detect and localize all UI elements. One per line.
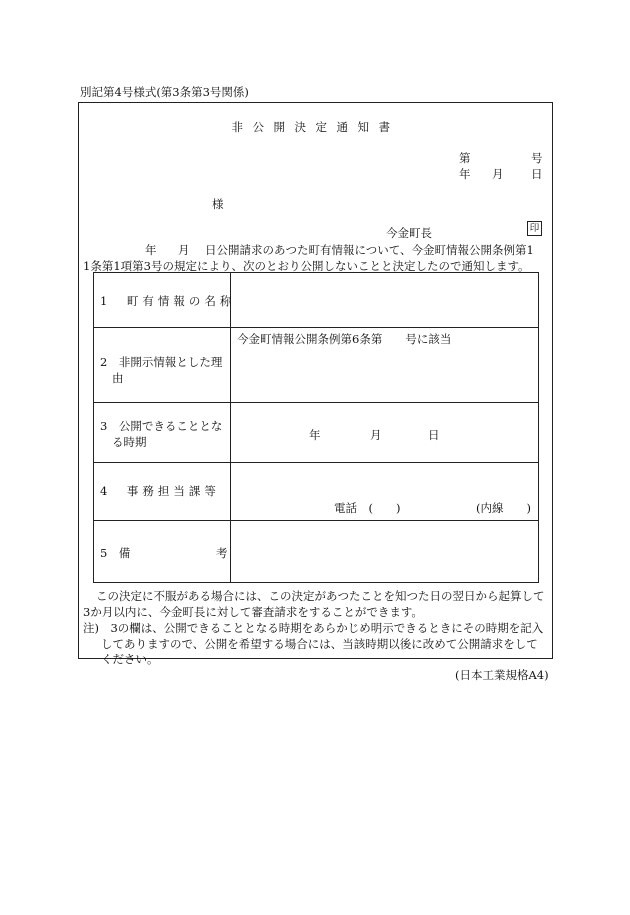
doc-number-suffix: 号 bbox=[531, 151, 543, 165]
date-month: 月 bbox=[492, 167, 504, 181]
doc-number-prefix: 第 bbox=[459, 151, 471, 165]
intro-line-1: 日公開請求のあつた町有情報について、今金町情報公開条例第1 bbox=[205, 243, 534, 257]
table-row bbox=[94, 463, 539, 521]
row1-label: 1 町有情報の名称 bbox=[100, 294, 236, 308]
notice-line-1: この決定に不服がある場合には、この決定があつたことを知つた日の翌日から起算して bbox=[96, 589, 545, 603]
note-line-3: ください。 bbox=[101, 652, 159, 666]
row3-label-cell bbox=[94, 403, 231, 463]
table-row bbox=[94, 403, 539, 463]
row2-label-line2: 由 bbox=[112, 371, 124, 385]
row2-label-cell bbox=[94, 328, 231, 403]
recipient-honorific: 様 bbox=[212, 197, 224, 211]
date-year: 年 bbox=[459, 167, 471, 181]
note-line-2: してありますので、公開を希望する場合には、当該時期以後に改めて公開請求をして bbox=[101, 637, 538, 651]
document-title: 非公開決定通知書 bbox=[231, 120, 400, 134]
row1-label-cell bbox=[94, 273, 236, 328]
row3-year: 年 bbox=[309, 428, 321, 442]
row5-label-num: 5 備 bbox=[100, 546, 131, 560]
row4-value-cell[interactable] bbox=[231, 463, 539, 521]
intro-year: 年 bbox=[145, 243, 157, 257]
row4-label-cell bbox=[94, 463, 231, 521]
paper-size-label: (日本工業規格A4) bbox=[455, 668, 549, 682]
table-row bbox=[94, 328, 539, 403]
row2-label-line1: 2 非開示情報とした理 bbox=[100, 355, 223, 369]
intro-month: 月 bbox=[178, 243, 190, 257]
row4-label: 4 事務担当課等 bbox=[100, 484, 220, 498]
seal-mark: 印 bbox=[527, 221, 542, 236]
row3-day: 日 bbox=[428, 428, 440, 442]
date-day: 日 bbox=[531, 167, 543, 181]
issuer-name: 今金町長 bbox=[386, 226, 432, 240]
notice-line-2: 3か月以内に、今金町長に対して審査請求をすることができます。 bbox=[83, 605, 423, 619]
table-row bbox=[94, 521, 539, 583]
row3-month: 月 bbox=[370, 428, 382, 442]
form-caption: 別記第4号様式(第3条第3号関係) bbox=[80, 85, 249, 99]
row4-phone: 電話 ( ) bbox=[334, 501, 401, 515]
intro-line-2: 1条第1項第3号の規定により、次のとおり公開しないことと決定したので通知します。 bbox=[83, 259, 530, 273]
row4-extension: (内線 ) bbox=[476, 501, 531, 515]
items-table bbox=[93, 272, 539, 583]
note-line-1: 注) 3の欄は、公開できることとなる時期をあらかじめ明示できるときにその時期を記入 bbox=[83, 621, 544, 635]
row2-value-cell[interactable] bbox=[231, 328, 539, 403]
row3-label-line2: る時期 bbox=[112, 435, 147, 449]
row3-value-cell[interactable] bbox=[231, 403, 539, 463]
row5-label-cell bbox=[94, 521, 231, 583]
row5-value-cell[interactable] bbox=[231, 521, 539, 583]
table-row bbox=[94, 273, 539, 328]
row2-clause: 今金町情報公開条例第6条第 号に該当 bbox=[237, 332, 452, 346]
row1-value-cell[interactable] bbox=[231, 273, 539, 328]
row3-label-line1: 3 公開できることとな bbox=[100, 419, 223, 433]
row5-label-end: 考 bbox=[216, 546, 228, 560]
